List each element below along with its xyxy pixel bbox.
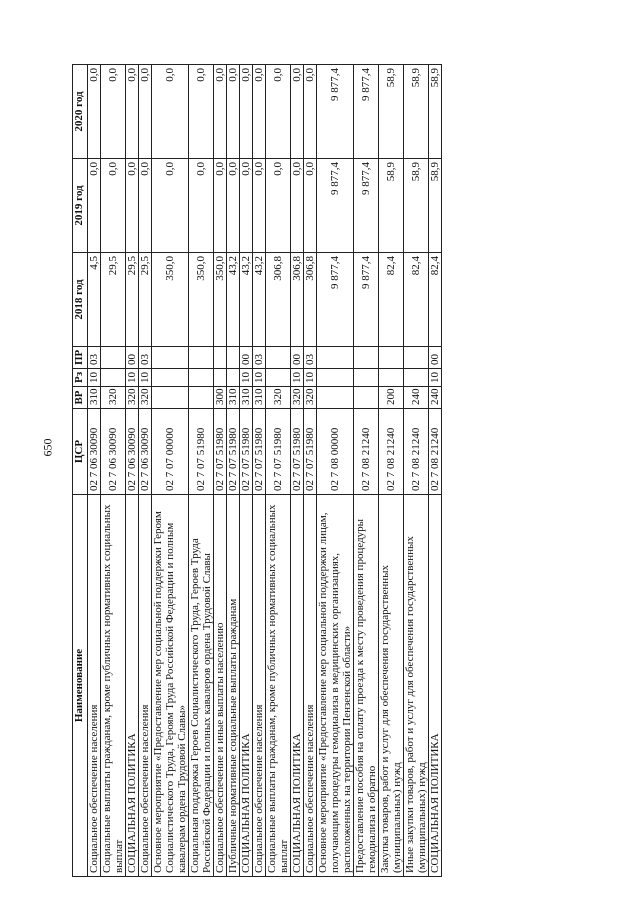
cell-vr: 240: [429, 387, 442, 409]
cell-rz: 10: [291, 369, 304, 387]
cell-2018: 9 877,4: [317, 253, 354, 347]
header-2019: 2019 год: [73, 159, 88, 253]
cell-vr: 320: [139, 387, 152, 409]
header-rz: Рз: [73, 369, 88, 387]
cell-pr: 00: [291, 347, 304, 369]
cell-2020: 0,0: [189, 65, 214, 159]
cell-2020: 0,0: [152, 65, 189, 159]
table-row: [429, 65, 442, 877]
cell-vr: 320: [126, 387, 139, 409]
cell-pr: [317, 347, 354, 369]
cell-csr: 02 7 08 21240: [429, 409, 442, 495]
cell-csr: 02 7 07 51980: [189, 409, 214, 495]
cell-2018: 306,8: [266, 253, 291, 347]
cell-2019: 0,0: [266, 159, 291, 253]
cell-2020: 0,0: [126, 65, 139, 159]
cell-pr: [354, 347, 379, 369]
budget-table-container: [72, 65, 612, 877]
cell-vr: [189, 387, 214, 409]
table-row: [214, 65, 227, 877]
cell-csr: 02 7 07 00000: [152, 409, 189, 495]
cell-pr: [404, 347, 429, 369]
cell-name: Социальные выплаты гражданам, кроме публичных нормативных социальных выплат: [266, 495, 291, 877]
cell-2018: 43,2: [227, 253, 240, 347]
cell-2019: 0,0: [240, 159, 253, 253]
cell-vr: 320: [304, 387, 317, 409]
cell-2019: 58,9: [429, 159, 442, 253]
cell-name: СОЦИАЛЬНАЯ ПОЛИТИКА: [429, 495, 442, 877]
cell-pr: [214, 347, 227, 369]
cell-2019: 0,0: [214, 159, 227, 253]
cell-pr: 03: [139, 347, 152, 369]
cell-2018: 29,5: [126, 253, 139, 347]
cell-vr: 300: [214, 387, 227, 409]
cell-2018: 350,0: [189, 253, 214, 347]
cell-2018: 29,5: [139, 253, 152, 347]
table-row: [152, 65, 189, 877]
cell-name: Социальное обеспечение и иные выплаты населению: [214, 495, 227, 877]
header-vr: ВР: [73, 387, 88, 409]
cell-2020: 0,0: [291, 65, 304, 159]
cell-2019: 0,0: [189, 159, 214, 253]
cell-name: Закупка товаров, работ и услуг для обеспечения государственных (муниципальных) нужд: [379, 495, 404, 877]
cell-rz: [354, 369, 379, 387]
table-header-row: [73, 65, 88, 877]
cell-2020: 0,0: [139, 65, 152, 159]
cell-2019: 0,0: [253, 159, 266, 253]
cell-name: Основное мероприятие «Предоставление мер социальной поддержки лицам, получающим процедуры гемодиализа в медицинских организациях, расположенных на территории Пензенской области»: [317, 495, 354, 877]
cell-2020: 0,0: [253, 65, 266, 159]
table-row: [139, 65, 152, 877]
cell-2020: 0,0: [214, 65, 227, 159]
cell-vr: [354, 387, 379, 409]
cell-csr: 02 7 07 51980: [304, 409, 317, 495]
cell-2020: 58,9: [404, 65, 429, 159]
cell-2018: 29,5: [101, 253, 126, 347]
cell-vr: 310: [88, 387, 101, 409]
table-row: [354, 65, 379, 877]
cell-name: Иные закупки товаров, работ и услуг для обеспечения государственных (муниципальных) нужд: [404, 495, 429, 877]
cell-2020: 9 877,4: [317, 65, 354, 159]
cell-csr: 02 7 07 51980: [214, 409, 227, 495]
cell-2018: 350,0: [214, 253, 227, 347]
cell-pr: [227, 347, 240, 369]
header-csr: ЦСР: [73, 409, 88, 495]
cell-pr: [152, 347, 189, 369]
cell-2019: 0,0: [152, 159, 189, 253]
cell-rz: 10: [240, 369, 253, 387]
cell-2020: 58,9: [429, 65, 442, 159]
cell-name: Основное мероприятие «Предоставление мер социальной поддержки Героям Социалистического Труда, Героям Труда Российской Федерации и полным кавалерам ордена Трудовой Славы»: [152, 495, 189, 877]
cell-rz: 10: [429, 369, 442, 387]
cell-csr: 02 7 06 30090: [88, 409, 101, 495]
cell-pr: [101, 347, 126, 369]
cell-2020: 0,0: [101, 65, 126, 159]
cell-pr: 03: [88, 347, 101, 369]
cell-csr: 02 7 08 00000: [317, 409, 354, 495]
cell-pr: [379, 347, 404, 369]
cell-rz: 10: [88, 369, 101, 387]
cell-2019: 0,0: [227, 159, 240, 253]
cell-vr: 200: [379, 387, 404, 409]
cell-vr: 320: [291, 387, 304, 409]
cell-2018: 43,2: [240, 253, 253, 347]
cell-vr: 320: [101, 387, 126, 409]
cell-rz: [404, 369, 429, 387]
cell-csr: 02 7 07 51980: [291, 409, 304, 495]
cell-name: Социальное обеспечение населения: [253, 495, 266, 877]
cell-2020: 0,0: [304, 65, 317, 159]
cell-name: Социальное обеспечение населения: [139, 495, 152, 877]
cell-csr: 02 7 06 30090: [101, 409, 126, 495]
cell-rz: 10: [304, 369, 317, 387]
cell-2018: 82,4: [379, 253, 404, 347]
header-name: Наименование: [73, 495, 88, 877]
table-row: [227, 65, 240, 877]
cell-2020: 0,0: [227, 65, 240, 159]
cell-name: Социальные выплаты гражданам, кроме публичных нормативных социальных выплат: [101, 495, 126, 877]
cell-2019: 58,9: [379, 159, 404, 253]
table-row: [189, 65, 214, 877]
cell-rz: [379, 369, 404, 387]
table-row: [253, 65, 266, 877]
header-2020: 2020 год: [73, 65, 88, 159]
cell-name: Социальное обеспечение населения: [304, 495, 317, 877]
table-row: [317, 65, 354, 877]
cell-rz: [101, 369, 126, 387]
cell-csr: 02 7 07 51980: [227, 409, 240, 495]
table-row: [101, 65, 126, 877]
cell-pr: 00: [429, 347, 442, 369]
cell-csr: 02 7 07 51980: [240, 409, 253, 495]
cell-2020: 0,0: [88, 65, 101, 159]
cell-pr: 03: [253, 347, 266, 369]
cell-name: Социальная поддержка Героев Социалистического Труда, Героев Труда Российской Федерации и полных кавалеров ордена Трудовой Славы: [189, 495, 214, 877]
cell-rz: [189, 369, 214, 387]
table-row: [291, 65, 304, 877]
cell-pr: [189, 347, 214, 369]
budget-table: [72, 64, 442, 877]
cell-vr: 310: [227, 387, 240, 409]
cell-2020: 9 877,4: [354, 65, 379, 159]
page-number: 650: [40, 438, 55, 457]
cell-rz: 10: [253, 369, 266, 387]
cell-pr: 00: [240, 347, 253, 369]
table-row: [304, 65, 317, 877]
cell-2018: 9 877,4: [354, 253, 379, 347]
cell-csr: 02 7 08 21240: [404, 409, 429, 495]
cell-2020: 0,0: [266, 65, 291, 159]
cell-csr: 02 7 06 30090: [139, 409, 152, 495]
cell-2019: 0,0: [291, 159, 304, 253]
cell-2018: 350,0: [152, 253, 189, 347]
cell-pr: [266, 347, 291, 369]
table-row: [126, 65, 139, 877]
cell-rz: 10: [139, 369, 152, 387]
cell-name: СОЦИАЛЬНАЯ ПОЛИТИКА: [126, 495, 139, 877]
cell-rz: 10: [126, 369, 139, 387]
cell-name: Публичные нормативные социальные выплаты гражданам: [227, 495, 240, 877]
cell-2019: 0,0: [304, 159, 317, 253]
header-2018: 2018 год: [73, 253, 88, 347]
cell-name: Предоставление пособия на оплату проезда к месту проведения процедуры гемодиализа и обратно: [354, 495, 379, 877]
cell-rz: [266, 369, 291, 387]
cell-2018: 82,4: [429, 253, 442, 347]
cell-2019: 9 877,4: [354, 159, 379, 253]
cell-csr: 02 7 06 30090: [126, 409, 139, 495]
table-row: [266, 65, 291, 877]
table-row: [88, 65, 101, 877]
cell-vr: 310: [253, 387, 266, 409]
cell-name: СОЦИАЛЬНАЯ ПОЛИТИКА: [291, 495, 304, 877]
cell-2018: 82,4: [404, 253, 429, 347]
cell-2019: 58,9: [404, 159, 429, 253]
cell-vr: 240: [404, 387, 429, 409]
cell-name: Социальное обеспечение населения: [88, 495, 101, 877]
table-row: [379, 65, 404, 877]
cell-rz: [214, 369, 227, 387]
cell-csr: 02 7 08 21240: [379, 409, 404, 495]
cell-rz: [317, 369, 354, 387]
cell-2019: 0,0: [101, 159, 126, 253]
cell-rz: [227, 369, 240, 387]
cell-2020: 0,0: [240, 65, 253, 159]
table-row: [240, 65, 253, 877]
table-row: [404, 65, 429, 877]
cell-vr: 310: [240, 387, 253, 409]
cell-vr: 320: [266, 387, 291, 409]
cell-2018: 4,5: [88, 253, 101, 347]
cell-vr: [317, 387, 354, 409]
cell-rz: [152, 369, 189, 387]
cell-2019: 0,0: [126, 159, 139, 253]
cell-pr: 00: [126, 347, 139, 369]
cell-2019: 9 877,4: [317, 159, 354, 253]
cell-2018: 43,2: [253, 253, 266, 347]
cell-vr: [152, 387, 189, 409]
cell-csr: 02 7 08 21240: [354, 409, 379, 495]
cell-name: СОЦИАЛЬНАЯ ПОЛИТИКА: [240, 495, 253, 877]
cell-2018: 306,8: [304, 253, 317, 347]
cell-csr: 02 7 07 51980: [266, 409, 291, 495]
cell-2018: 306,8: [291, 253, 304, 347]
cell-csr: 02 7 07 51980: [253, 409, 266, 495]
header-pr: ПР: [73, 347, 88, 369]
cell-2019: 0,0: [88, 159, 101, 253]
cell-pr: 03: [304, 347, 317, 369]
cell-2020: 58,9: [379, 65, 404, 159]
cell-2019: 0,0: [139, 159, 152, 253]
